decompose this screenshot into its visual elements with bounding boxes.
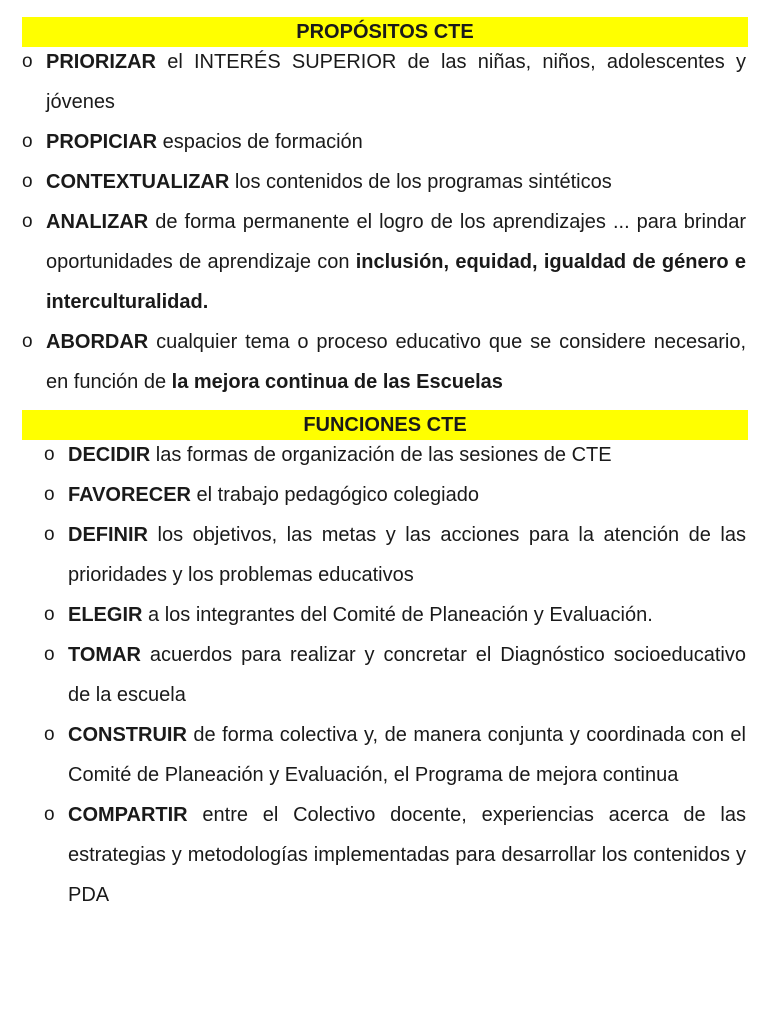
item-text: cualquier tema o proceso educativo que se considere necesario, en función de — [46, 331, 746, 393]
list-item — [22, 122, 746, 162]
bullet-icon: o — [22, 51, 33, 72]
item-text: el trabajo pedagógico colegiado — [190, 484, 479, 506]
item-text: los objetivos, las metas y las acciones para la atención de las prioridades y los problemas educativos — [68, 524, 746, 586]
bullet-icon: o — [44, 524, 55, 545]
bullet-icon: o — [44, 444, 55, 465]
item-keyword: FAVORECER — [68, 484, 191, 506]
item-emphasis: la mejora continua de las Escuelas — [171, 371, 503, 393]
item-text: de forma permanente el logro de los aprendizajes ... para brindar oportunidades de aprendizaje con — [46, 211, 746, 273]
bullet-icon: o — [44, 804, 55, 825]
item-keyword: PRIORIZAR — [46, 51, 156, 73]
list-item — [44, 635, 746, 715]
funciones-header: FUNCIONES CTE — [22, 410, 748, 440]
list-item — [44, 475, 746, 515]
item-text: espacios de formación — [157, 131, 363, 153]
bullet-icon: o — [44, 484, 55, 505]
item-text: acuerdos para realizar y concretar el Diagnóstico socioeducativo de la escuela — [68, 644, 746, 706]
item-keyword: CONTEXTUALIZAR — [46, 171, 230, 193]
item-keyword: ABORDAR — [46, 331, 149, 353]
propositos-list — [22, 42, 746, 402]
funciones-list — [44, 435, 746, 915]
item-keyword: ANALIZAR — [46, 211, 149, 233]
item-text: a los integrantes del Comité de Planeación y Evaluación. — [142, 604, 653, 626]
item-keyword: PROPICIAR — [46, 131, 158, 153]
bullet-icon: o — [22, 211, 33, 232]
item-keyword: DECIDIR — [68, 444, 151, 466]
list-item — [44, 515, 746, 595]
item-keyword: COMPARTIR — [68, 804, 188, 826]
item-text: los contenidos de los programas sintéticos — [229, 171, 612, 193]
list-item — [22, 162, 746, 202]
item-keyword: TOMAR — [68, 644, 141, 666]
bullet-icon: o — [22, 131, 33, 152]
item-text: las formas de organización de las sesiones de CTE — [150, 444, 612, 466]
item-keyword: ELEGIR — [68, 604, 143, 626]
list-item — [44, 715, 746, 795]
list-item — [44, 595, 746, 635]
list-item — [22, 42, 746, 122]
item-emphasis: inclusión, equidad, igualdad de género e interculturalidad. — [46, 251, 746, 313]
bullet-icon: o — [44, 604, 55, 625]
item-text: de forma colectiva y, de manera conjunta y coordinada con el Comité de Planeación y Evaluación, el Programa de mejora continua — [68, 724, 746, 786]
propositos-header: PROPÓSITOS CTE — [22, 17, 748, 47]
list-item — [44, 795, 746, 915]
item-text: el INTERÉS SUPERIOR de las niñas, niños, adolescentes y jóvenes — [46, 51, 746, 113]
list-item — [22, 322, 746, 402]
list-item — [44, 435, 746, 475]
bullet-icon: o — [44, 644, 55, 665]
bullet-icon: o — [44, 724, 55, 745]
bullet-icon: o — [22, 331, 33, 352]
list-item — [22, 202, 746, 322]
item-keyword: DEFINIR — [68, 524, 148, 546]
item-keyword: CONSTRUIR — [68, 724, 187, 746]
bullet-icon: o — [22, 171, 33, 192]
item-text: entre el Colectivo docente, experiencias acerca de las estrategias y metodologías implementadas para desarrollar los contenidos y PDA — [68, 804, 746, 906]
